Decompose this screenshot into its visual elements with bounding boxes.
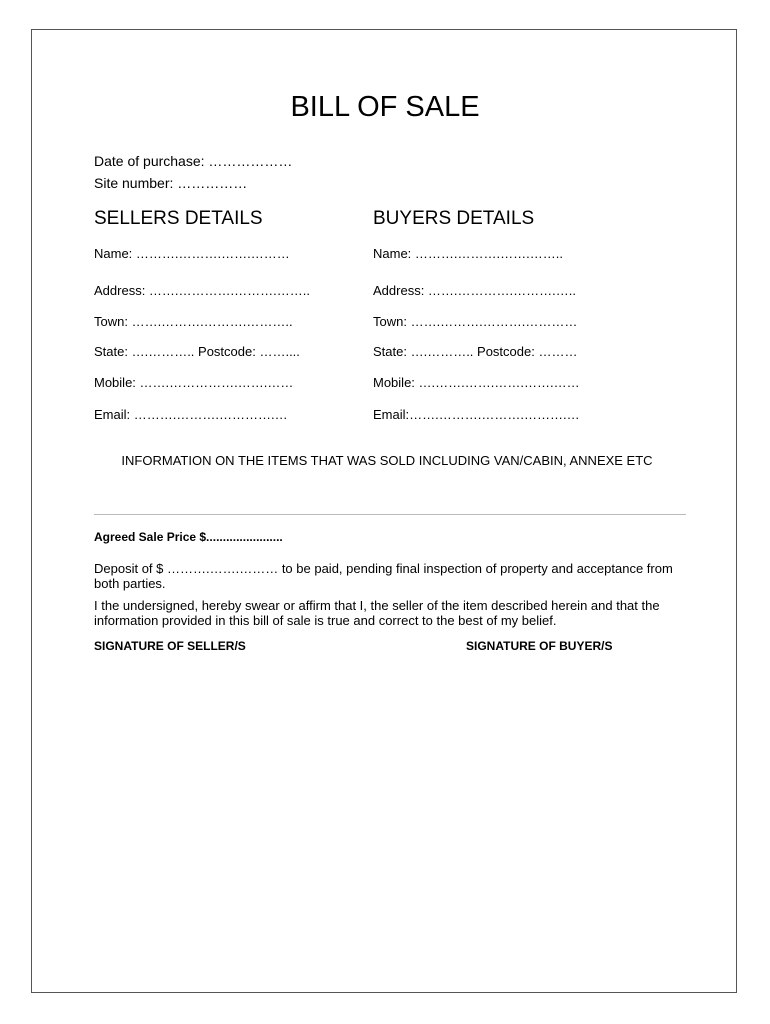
- buyer-signature-label: SIGNATURE OF BUYER/S: [466, 639, 613, 653]
- buyers-details-heading: BUYERS DETAILS: [373, 208, 535, 229]
- document-page: [31, 29, 737, 993]
- buyer-town-field: Town: …….……….……….…………: [373, 314, 578, 329]
- seller-address-field: Address: …….………….……….……..: [94, 283, 310, 298]
- seller-name-field: Name: ……….……….…….………: [94, 246, 290, 261]
- date-of-purchase-field: Date of purchase: ………………: [94, 153, 293, 169]
- site-number-field: Site number: ……………: [94, 175, 248, 191]
- buyer-name-field: Name: ……….……….…….……..: [373, 246, 563, 261]
- buyer-email-field: Email:…….……….……….……….…: [373, 407, 580, 422]
- seller-town-field: Town: …….……….……….………..: [94, 314, 293, 329]
- document-title: BILL OF SALE: [290, 91, 480, 123]
- seller-state-postcode-field: State: ….……….. Postcode: ……....: [94, 344, 300, 359]
- seller-email-field: Email: ……….……….………….…: [94, 407, 288, 422]
- agreed-sale-price: Agreed Sale Price $.......................: [94, 530, 283, 544]
- buyer-state-postcode-field: State: ….……….. Postcode: ………: [373, 344, 578, 359]
- seller-mobile-field: Mobile: …….…………….…….……: [94, 375, 294, 390]
- declaration-paragraph: I the undersigned, hereby swear or affirm that I, the seller of the item described herein and that the information provided in this bill of sale is true and correct to the best of my belief.: [94, 598, 660, 628]
- sellers-details-heading: SELLERS DETAILS: [94, 208, 263, 229]
- seller-signature-label: SIGNATURE OF SELLER/S: [94, 639, 246, 653]
- buyer-address-field: Address: …….………….……….…..: [373, 283, 576, 298]
- section-divider: [94, 514, 686, 515]
- items-information-text: INFORMATION ON THE ITEMS THAT WAS SOLD INCLUDING VAN/CABIN, ANNEXE ETC: [121, 453, 653, 468]
- buyer-mobile-field: Mobile: ….…….…….…….…….……: [373, 375, 580, 390]
- deposit-paragraph: Deposit of $ ……….…….……… to be paid, pending final inspection of property and acceptance from both parties.: [94, 561, 673, 591]
